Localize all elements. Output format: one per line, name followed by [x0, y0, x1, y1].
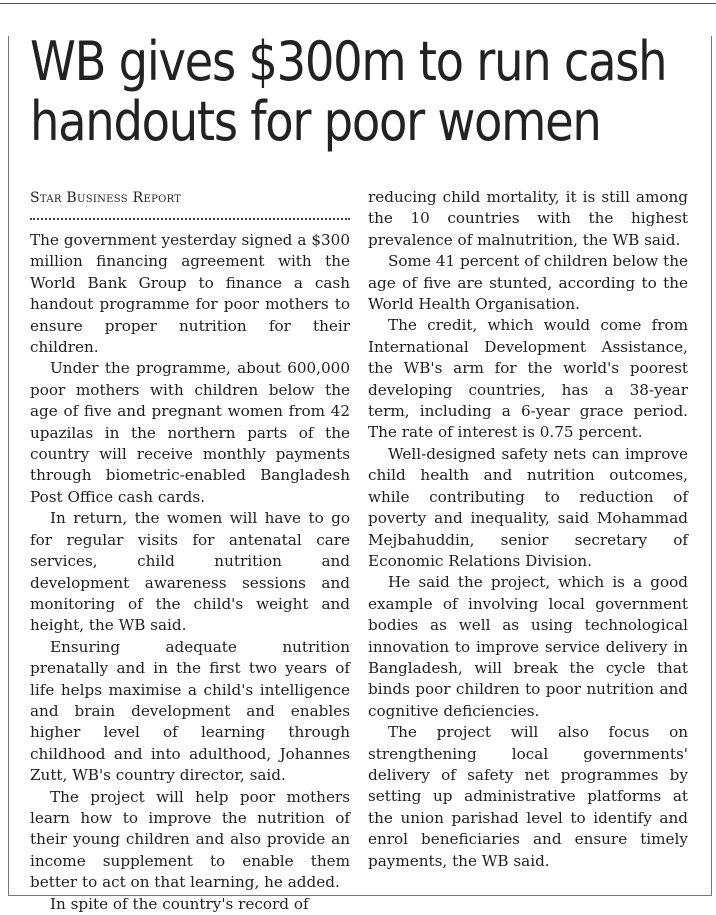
left-border — [8, 36, 9, 896]
paragraph: The project will help poor mothers learn how to improve the nutrition of their young children and also provide an income supplement to enable them better to act on that learning, he added. — [30, 787, 350, 892]
dotted-divider — [30, 218, 350, 220]
paragraph: Some 41 percent of children below the age of five are stunted, according to the World Health Organisation. — [368, 252, 688, 314]
paragraph: The credit, which would come from International Development Assistance, the WB's arm for the world's poorest developing countries, has a 38-year term, including a 6-year grace period. The rate of interest is 0.75 percent. — [368, 316, 688, 442]
paragraph: In return, the women will have to go for regular visits for antenatal care services, child nutrition and development awareness sessions and monitoring of the child's weight and height, the WB said. — [30, 509, 350, 635]
article-column-1 — [30, 230, 350, 915]
paragraph: The project will also focus on strengthening local governments' delivery of safety net programmes by setting up administrative platforms at the union parishad level to identify and enrol beneficiaries and ensure timely payments, the WB said. — [368, 723, 688, 870]
headline — [30, 30, 667, 153]
paragraph: In spite of the country's record of — [50, 894, 309, 913]
paragraph: The government yesterday signed a $300 million financing agreement with the World Bank Group to finance a cash handout programme for poor mothers to ensure proper nutrition for their children. — [30, 231, 350, 357]
right-border — [711, 36, 712, 896]
paragraph: He said the project, which is a good example of involving local government bodies as well as using technological innovation to improve service delivery in Bangladesh, will break the cycle that binds poor children to poor nutrition and cognitive deficiencies. — [368, 573, 688, 720]
headline-line-1: WB gives $300m to run cash — [30, 30, 667, 93]
top-border — [0, 3, 716, 4]
paragraph: Under the programme, about 600,000 poor mothers with children below the age of five and pregnant women from 42 upazilas in the northern parts of the country will receive monthly payments through biometric-enabled Bangladesh Post Office cash cards. — [30, 359, 350, 506]
paragraph: Well-designed safety nets can improve child health and nutrition outcomes, while contributing to reduction of poverty and inequality, said Mohammad Mejbahuddin, senior secretary of Economic Relations Division. — [368, 444, 688, 570]
article-column-2 — [368, 187, 688, 872]
headline-line-2: handouts for poor women — [30, 90, 601, 153]
paragraph: reducing child mortality, it is still among the 10 countries with the highest prevalence of malnutrition, the WB said. — [368, 188, 688, 249]
paragraph: Ensuring adequate nutrition prenatally and in the first two years of life helps maximise a child's intelligence and brain development and enables higher level of learning through childhood and into adulthood, Johannes Zutt, WB's country director, said. — [30, 637, 350, 785]
byline: Star Business Report — [30, 190, 182, 206]
